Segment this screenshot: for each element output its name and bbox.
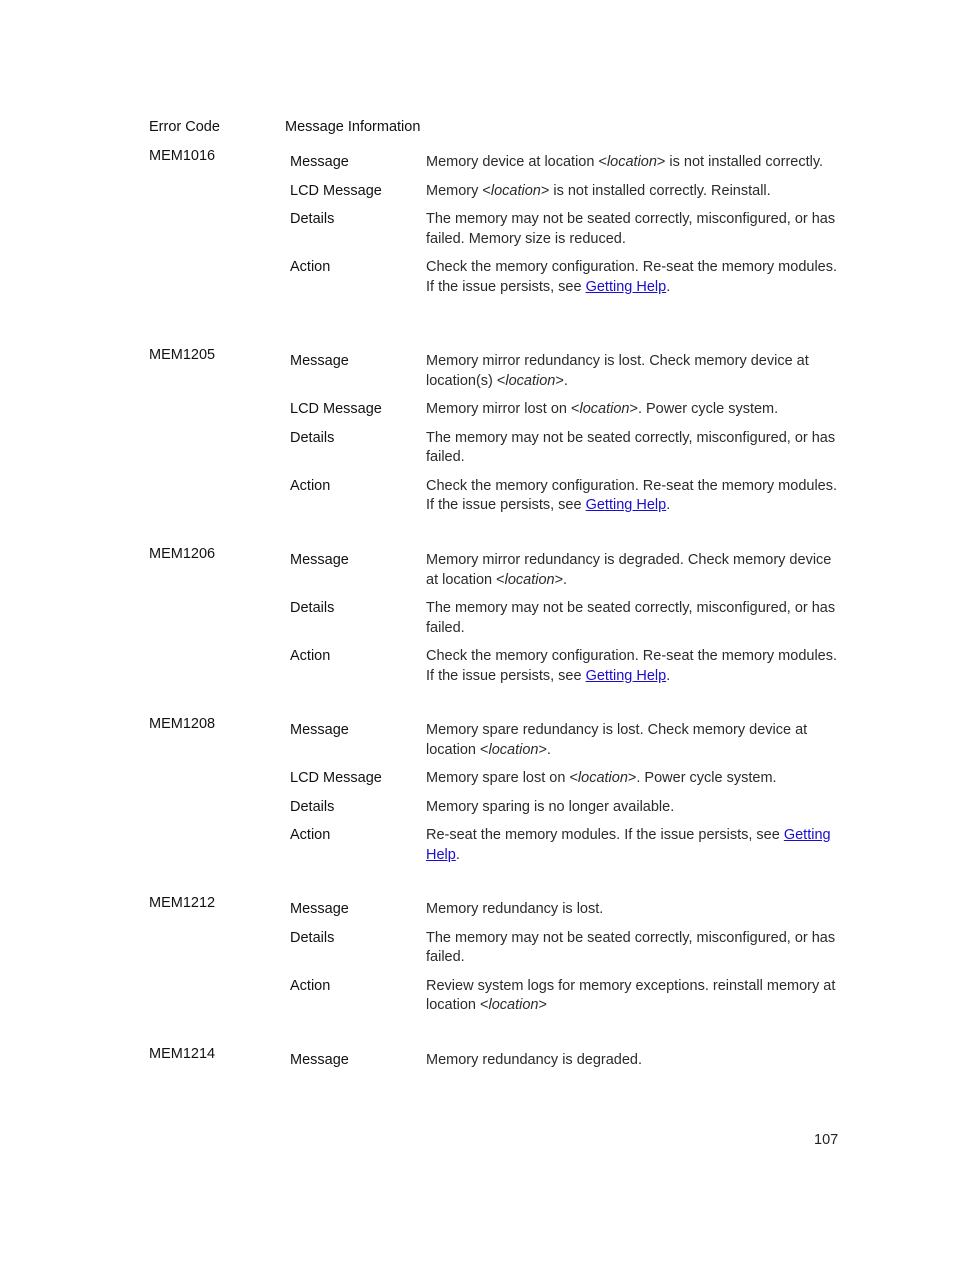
- row-label: Action: [290, 827, 331, 843]
- info-row-action: [290, 647, 840, 686]
- value-text: >. Power cycle system.: [629, 401, 779, 417]
- message-info-rows: [290, 352, 840, 525]
- value-text: > is not installed correctly. Reinstall.: [540, 182, 771, 199]
- info-row-message: [290, 1051, 840, 1071]
- message-info-rows: [290, 153, 840, 306]
- row-label: Message: [290, 552, 349, 568]
- info-row-details: [290, 929, 840, 968]
- message-info-rows: [290, 1051, 840, 1080]
- info-row-lcd-message: [290, 182, 840, 202]
- info-row-message: [290, 721, 840, 760]
- placeholder-text: location: [577, 770, 628, 786]
- row-value: [426, 352, 840, 391]
- info-row-action: [290, 258, 840, 297]
- value-text: >.: [554, 571, 568, 588]
- info-row-lcd-message: [290, 769, 840, 789]
- value-text: .: [666, 667, 671, 684]
- info-row-action: [290, 826, 840, 865]
- row-value: [426, 551, 840, 590]
- row-value: [426, 599, 840, 638]
- row-label: Message: [290, 353, 349, 369]
- row-label: Details: [290, 211, 335, 227]
- row-label: LCD Message: [290, 401, 382, 417]
- value-text: Memory device at location <: [426, 154, 607, 170]
- value-text: Re-seat the memory modules. If the issue persists, see: [426, 827, 784, 843]
- info-row-action: [290, 477, 840, 516]
- row-value: [426, 258, 840, 297]
- placeholder-text: location: [579, 401, 630, 417]
- info-row-action: [290, 977, 840, 1016]
- value-text: Check the memory configuration. Re-seat the memory modules. If the issue persists, see: [426, 648, 838, 684]
- row-label: Action: [290, 477, 331, 494]
- value-text: .: [455, 846, 460, 863]
- info-row-details: [290, 599, 840, 638]
- row-value: [426, 826, 840, 865]
- row-value: [426, 647, 840, 686]
- row-label: Message: [290, 722, 349, 738]
- value-text: The memory may not be seated correctly, misconfigured, or has failed.: [426, 600, 836, 636]
- value-text: .: [666, 497, 671, 513]
- getting-help-link[interactable]: Getting Help: [585, 667, 667, 684]
- info-row-message: [290, 153, 840, 173]
- getting-help-link[interactable]: Getting Help: [426, 827, 831, 863]
- value-text: Memory spare redundancy is lost. Check memory device at location <: [426, 722, 808, 758]
- message-info-rows: [290, 900, 840, 1025]
- value-text: Memory redundancy is lost.: [426, 901, 604, 917]
- column-header-error-code: Error Code: [149, 119, 220, 135]
- value-text: > is not installed correctly.: [656, 154, 824, 170]
- placeholder-text: location: [490, 182, 541, 199]
- row-label: Message: [290, 1052, 349, 1068]
- row-value: [426, 769, 840, 789]
- row-value: [426, 1051, 840, 1071]
- value-text: Check the memory configuration. Re-seat the memory modules. If the issue persists, see: [426, 259, 838, 295]
- info-row-details: [290, 210, 840, 249]
- row-value: [426, 477, 840, 516]
- row-value: [426, 210, 840, 249]
- message-info-rows: [290, 551, 840, 695]
- row-value: [426, 721, 840, 760]
- row-label: Details: [290, 929, 335, 946]
- row-label: Action: [290, 977, 331, 994]
- info-row-details: [290, 798, 840, 818]
- value-text: Memory sparing is no longer available.: [426, 798, 675, 815]
- value-text: Memory mirror redundancy is lost. Check memory device at location(s) <: [426, 353, 809, 389]
- value-text: >.: [555, 372, 568, 389]
- row-label: Action: [290, 648, 331, 664]
- error-code: MEM1214: [149, 1046, 216, 1062]
- row-label: Details: [290, 429, 335, 446]
- row-value: [426, 182, 840, 202]
- value-text: The memory may not be seated correctly, misconfigured, or has failed. Memory size is reduced.: [426, 211, 836, 247]
- value-text: Review system logs for memory exceptions. reinstall memory at location <: [426, 977, 836, 1013]
- info-row-details: [290, 429, 840, 468]
- info-row-message: [290, 551, 840, 590]
- getting-help-link[interactable]: Getting Help: [585, 278, 667, 295]
- value-text: Memory <: [426, 182, 491, 199]
- column-header-message-information: Message Information: [285, 119, 421, 135]
- error-code: MEM1208: [149, 716, 216, 732]
- placeholder-text: location: [488, 741, 539, 758]
- error-code: MEM1016: [149, 148, 216, 164]
- placeholder-text: location: [488, 997, 539, 1013]
- info-row-message: [290, 352, 840, 391]
- value-text: >.: [538, 741, 551, 758]
- value-text: Memory spare lost on <: [426, 770, 578, 786]
- row-label: LCD Message: [290, 182, 382, 199]
- info-row-message: [290, 900, 840, 920]
- placeholder-text: location: [606, 154, 657, 170]
- row-value: [426, 977, 840, 1016]
- row-label: LCD Message: [290, 770, 382, 786]
- row-value: [426, 929, 840, 968]
- row-label: Details: [290, 798, 335, 815]
- row-value: [426, 429, 840, 468]
- value-text: .: [666, 278, 671, 295]
- value-text: Check the memory configuration. Re-seat the memory modules. If the issue persists, see: [426, 477, 838, 513]
- value-text: >. Power cycle system.: [627, 770, 777, 786]
- error-code: MEM1205: [149, 347, 216, 363]
- getting-help-link[interactable]: Getting Help: [585, 497, 667, 513]
- placeholder-text: location: [504, 571, 555, 588]
- row-label: Message: [290, 901, 349, 917]
- placeholder-text: location: [505, 372, 556, 389]
- value-text: The memory may not be seated correctly, misconfigured, or has failed.: [426, 929, 836, 965]
- message-info-rows: [290, 721, 840, 874]
- row-value: [426, 153, 840, 173]
- error-code: MEM1206: [149, 546, 216, 562]
- value-text: Memory mirror redundancy is degraded. Check memory device at location <: [426, 552, 832, 588]
- row-label: Message: [290, 154, 349, 170]
- value-text: The memory may not be seated correctly, misconfigured, or has failed.: [426, 429, 836, 465]
- row-label: Action: [290, 259, 331, 275]
- value-text: Memory mirror lost on <: [426, 401, 580, 417]
- error-code: MEM1212: [149, 895, 216, 911]
- row-value: [426, 900, 840, 920]
- row-value: [426, 798, 840, 818]
- page-number: 107: [814, 1132, 839, 1148]
- info-row-lcd-message: [290, 400, 840, 420]
- value-text: >: [538, 997, 547, 1013]
- row-value: [426, 400, 840, 420]
- value-text: Memory redundancy is degraded.: [426, 1052, 643, 1068]
- row-label: Details: [290, 600, 335, 616]
